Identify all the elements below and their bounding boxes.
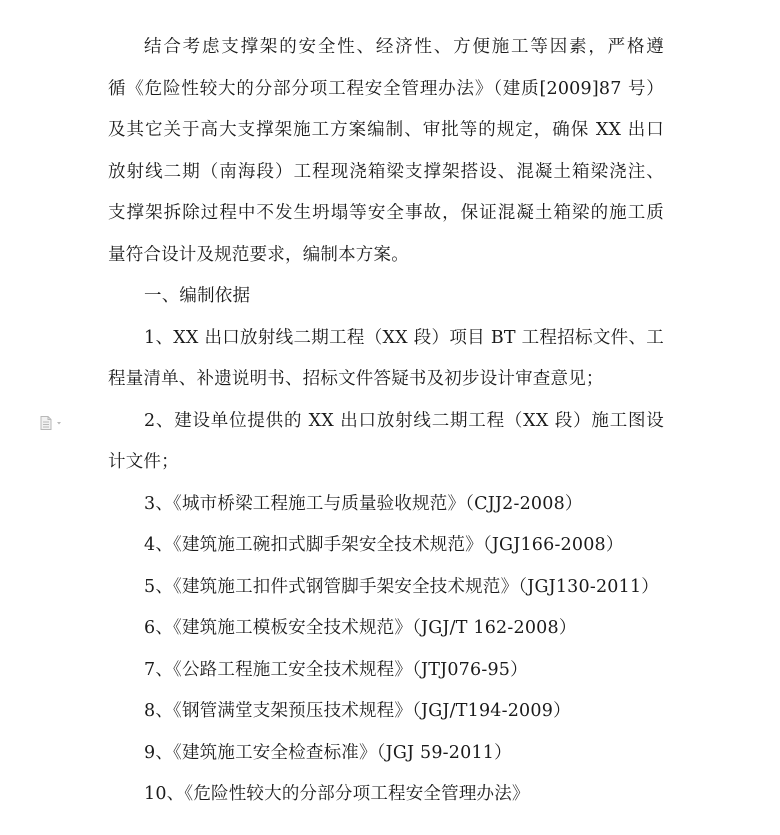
basis-item-9: 9、《建筑施工安全检查标准》（JGJ 59-2011） bbox=[144, 742, 512, 763]
basis-item-3: 3、《城市桥梁工程施工与质量验收规范》（CJJ2-2008） bbox=[144, 493, 583, 514]
intro-line: 结合考虑支撑架的安全性、经济性、方便施工等因素，严格遵 bbox=[144, 37, 664, 57]
basis-item-1 bbox=[108, 318, 664, 401]
intro-line: 支撑架拆除过程中不发生坍塌等安全事故，保证混凝土箱梁的施工质 bbox=[108, 203, 664, 223]
intro-paragraph bbox=[108, 27, 664, 276]
intro-line: 及其它关于高大支撑架施工方案编制、审批等的规定，确保 XX 出口 bbox=[108, 120, 664, 140]
document-dropdown-icon[interactable] bbox=[40, 415, 66, 429]
basis-item-line: 程量清单、补遗说明书、招标文件答疑书及初步设计审查意见； bbox=[108, 369, 604, 389]
intro-line: 循《危险性较大的分部分项工程安全管理办法》（建质[2009]87 号） bbox=[108, 78, 664, 99]
basis-item-8: 8、《钢管满堂支架预压技术规程》（JGJ/T194-2009） bbox=[144, 701, 571, 721]
intro-line: 量符合设计及规范要求，编制本方案。 bbox=[108, 244, 409, 265]
basis-item-6: 6、《建筑施工模板安全技术规范》（JGJ/T 162-2008） bbox=[144, 618, 577, 638]
basis-item-2 bbox=[108, 401, 664, 484]
basis-item-line: 2、建设单位提供的 XX 出口放射线二期工程（XX 段）施工图设 bbox=[144, 410, 664, 431]
basis-item-10: 10、《危险性较大的分部分项工程安全管理办法》 bbox=[144, 784, 530, 804]
section-heading: 一、编制依据 bbox=[144, 286, 251, 306]
basis-item-7: 7、《公路工程施工安全技术规程》（JTJ076-95） bbox=[144, 659, 528, 680]
intro-line: 放射线二期（南海段）工程现浇箱梁支撑架搭设、混凝土箱梁浇注、 bbox=[108, 161, 664, 182]
basis-item-4: 4、《建筑施工碗扣式脚手架安全技术规范》（JGJ166-2008） bbox=[144, 535, 624, 555]
basis-item-line: 计文件； bbox=[108, 452, 179, 472]
basis-item-line: 1、XX 出口放射线二期工程（XX 段）项目 BT 工程招标文件、工 bbox=[144, 327, 664, 348]
document-icon-svg bbox=[40, 416, 66, 430]
document-body bbox=[108, 27, 664, 816]
basis-item-5: 5、《建筑施工扣件式钢管脚手架安全技术规范》（JGJ130-2011） bbox=[144, 576, 659, 597]
